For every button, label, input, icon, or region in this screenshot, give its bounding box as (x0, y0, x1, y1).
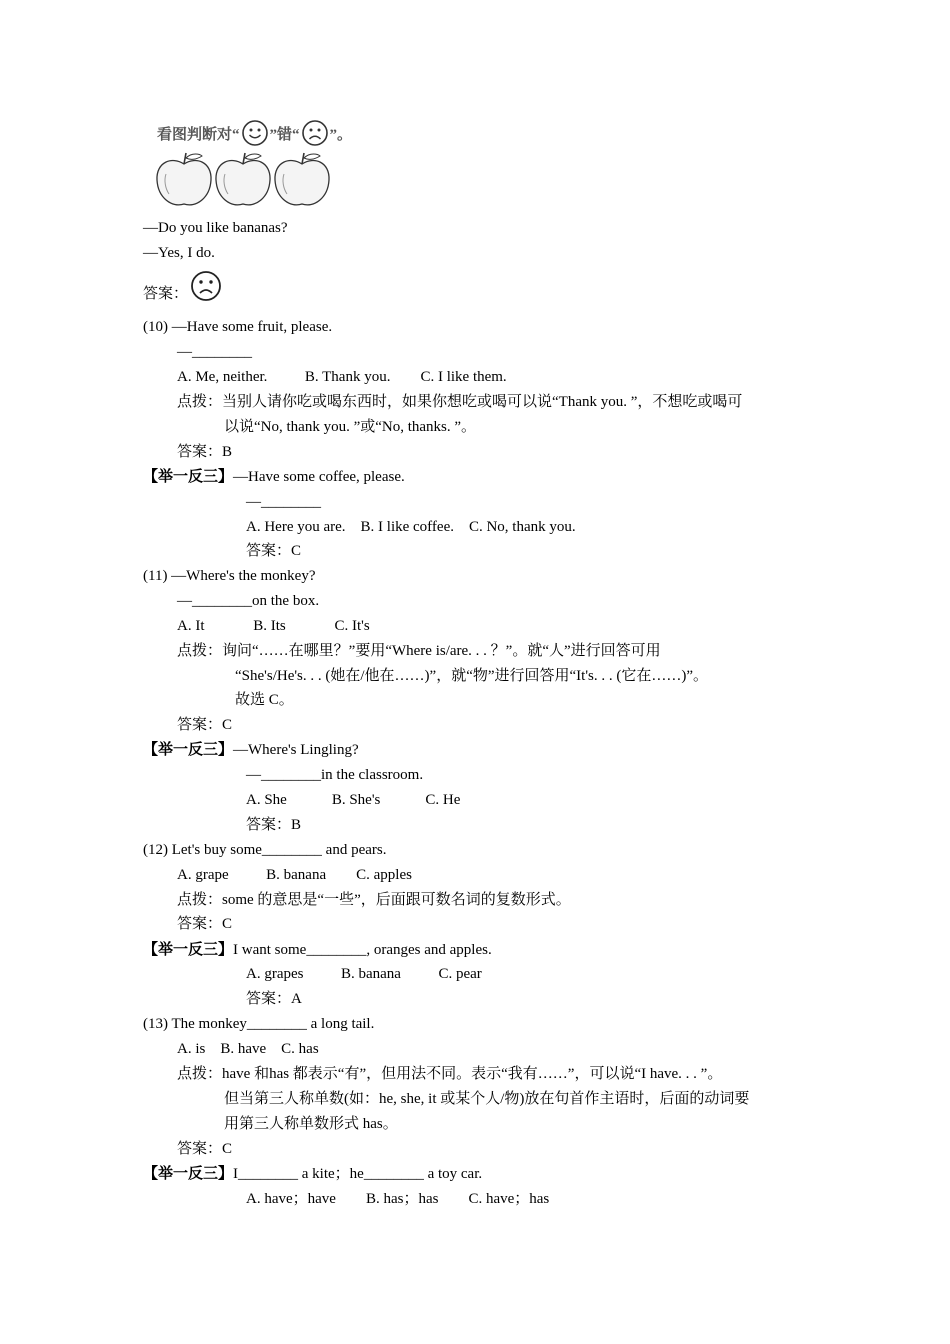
sad-face-icon (190, 270, 222, 302)
instruction-text-c: ”。 (329, 126, 353, 143)
q13-answer: 答案：C (177, 1141, 233, 1157)
q12-tip-1: 点拨：some 的意思是“一些”，后面跟可数名词的复数形式。 (177, 892, 571, 908)
apple-icon (216, 153, 270, 205)
q10-blank: —________ (177, 344, 252, 360)
apples-picture (154, 150, 334, 210)
example-label: 【举一反三】 (143, 1166, 234, 1182)
dialog-answer: —Yes, I do. (143, 245, 215, 261)
q12-answer: 答案：C (177, 916, 233, 932)
q10-example-options: A. Here you are. B. I like coffee. C. No, thank you. (246, 519, 576, 535)
example-label: 【举一反三】 (143, 742, 234, 758)
q13-tip-2: 但当第三人称单数(如：he, she, it 或某个人/物)放在句首作主语时，后面的动词要 (224, 1091, 750, 1107)
instruction-header (157, 119, 352, 147)
q13-example (143, 1164, 482, 1184)
q11-example (143, 740, 359, 760)
q13-stem: (13) The monkey________ a long tail. (143, 1016, 375, 1032)
q10-answer: 答案：B (177, 444, 233, 460)
q11-tip-1: 点拨：询问“……在哪里？”要用“Where is/are. . . ？”。就“人”进行回答可用 (177, 643, 661, 659)
q10-stem: (10) —Have some fruit, please. (143, 319, 333, 335)
q12-stem: (12) Let's buy some________ and pears. (143, 842, 387, 858)
q13-example-options: A. have；have B. has；has C. have；has (246, 1191, 550, 1207)
q11-stem: (11) —Where's the monkey? (143, 568, 316, 584)
q12-example-stem: I want some________, oranges and apples. (233, 942, 492, 958)
q11-example-options: A. She B. She's C. He (246, 792, 461, 808)
q13-example-stem: I________ a kite；he________ a toy car. (233, 1166, 483, 1182)
q10-example-answer: 答案：C (246, 543, 302, 559)
q10-tip-2: 以说“No, thank you. ”或“No, thanks. ”。 (224, 419, 477, 435)
instruction-text-b: ”错“ (269, 126, 300, 143)
q11-blank: —________on the box. (177, 593, 320, 609)
example-label: 【举一反三】 (143, 942, 234, 958)
smiley-face-icon (241, 119, 269, 147)
q10-tip-1: 点拨：当别人请你吃或喝东西时，如果你想吃或喝可以说“Thank you. ”，不想吃或喝可 (177, 394, 743, 410)
apple-icon (275, 153, 329, 205)
example-label: 【举一反三】 (143, 469, 234, 485)
q11-options: A. It B. Its C. It's (177, 618, 370, 634)
sad-face-icon (301, 119, 329, 147)
dialog-question: —Do you like bananas? (143, 220, 288, 236)
q11-example-blank: —________in the classroom. (246, 767, 424, 783)
q12-options: A. grape B. banana C. apples (177, 867, 412, 883)
q11-tip-2: “She's/He's. . . (她在/他在……)”，就“物”进行回答用“It's. . . (它在……)”。 (235, 668, 709, 684)
q12-example-options: A. grapes B. banana C. pear (246, 966, 482, 982)
q10-example (143, 467, 405, 487)
q10-example-stem: —Have some coffee, please. (233, 469, 405, 485)
q12-example-answer: 答案：A (246, 991, 302, 1007)
q10-example-blank: —________ (246, 494, 321, 510)
answer-label: 答案： (143, 286, 189, 302)
picture-answer (143, 272, 222, 304)
q13-options: A. is B. have C. has (177, 1041, 319, 1057)
apple-icon (157, 153, 211, 205)
q11-example-answer: 答案：B (246, 817, 302, 833)
q11-answer: 答案：C (177, 717, 233, 733)
q10-options: A. Me, neither. B. Thank you. C. I like them. (177, 369, 507, 385)
instruction-text-a: 看图判断对“ (157, 126, 240, 143)
q11-example-stem: —Where's Lingling? (233, 742, 359, 758)
q12-example (143, 940, 492, 960)
q13-tip-1: 点拨：have 和has 都表示“有”，但用法不同。表示“我有……”，可以说“I have. . . ”。 (177, 1066, 723, 1082)
q11-tip-3: 故选 C。 (235, 692, 294, 708)
q13-tip-3: 用第三人称单数形式 has。 (224, 1116, 398, 1132)
